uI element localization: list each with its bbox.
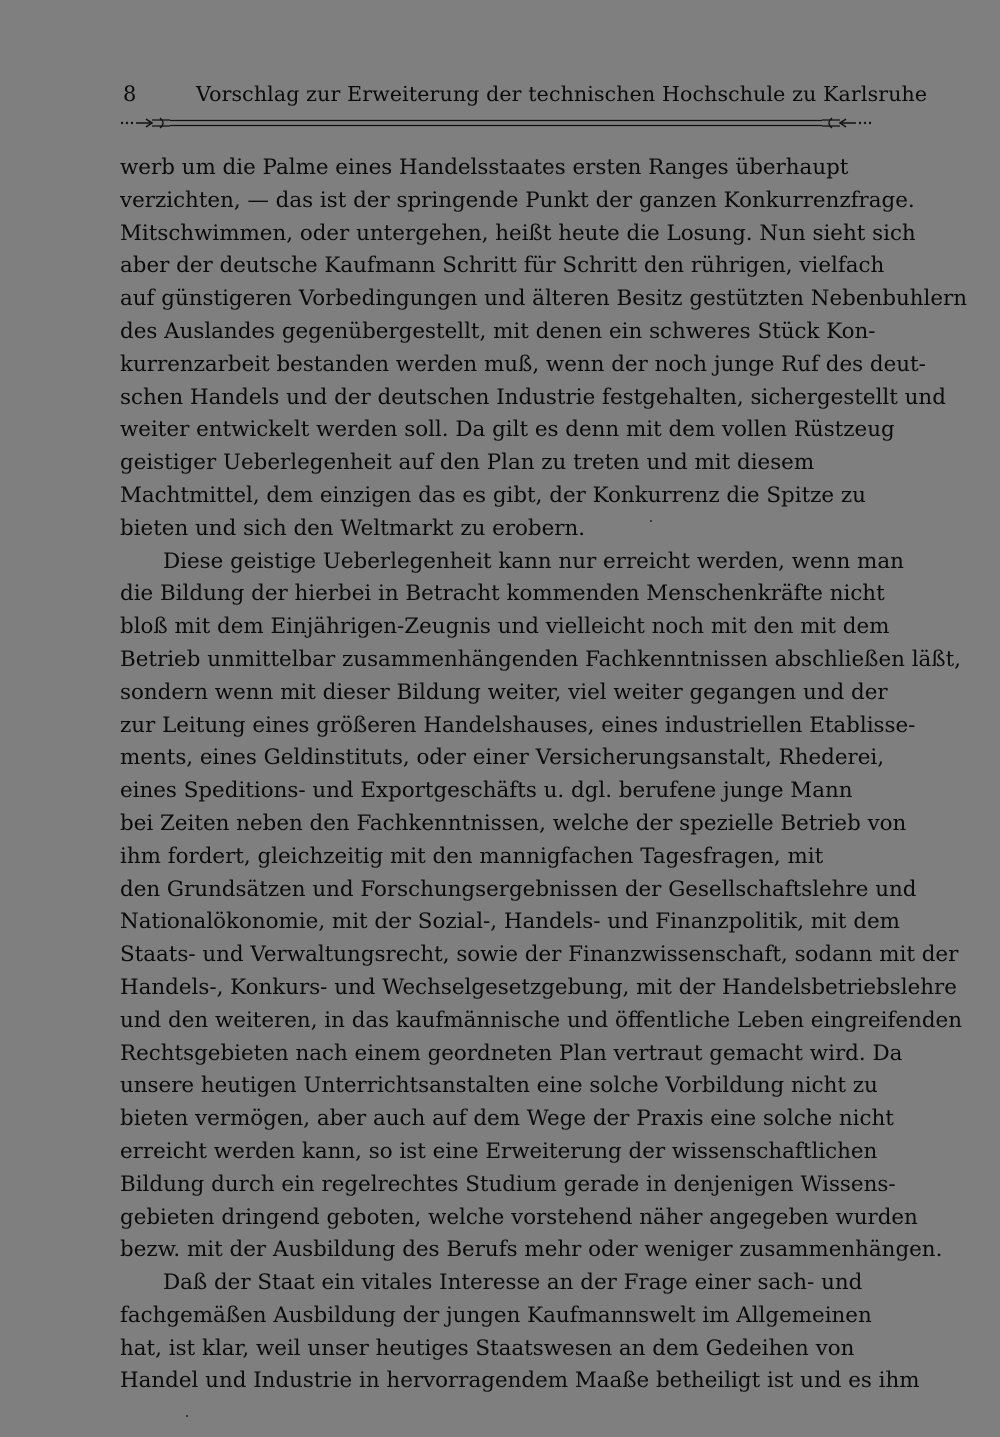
text-line: gebieten dringend geboten, welche vorstehend näher angegeben wurden bbox=[120, 1204, 918, 1230]
text-line: Handel und Industrie in hervorragendem Maaße betheiligt ist und es ihm bbox=[120, 1368, 920, 1394]
running-title: Vorschlag zur Erweiterung der technischen Hochschule zu Karlsruhe bbox=[196, 82, 928, 106]
text-line: schen Handels und der deutschen Industrie festgehalten, sichergestellt und bbox=[120, 384, 946, 410]
text-line: zur Leitung eines größeren Handelshauses, eines industriellen Etablisse- bbox=[120, 712, 916, 738]
text-line: bieten und sich den Weltmarkt zu erobern. bbox=[120, 515, 586, 541]
text-line: des Auslandes gegenübergestellt, mit denen ein schweres Stück Kon- bbox=[120, 318, 876, 344]
text-line: Betrieb unmittelbar zusammenhängenden Fachkenntnissen abschließen läßt, bbox=[120, 646, 961, 672]
text-line: Bildung durch ein regelrechtes Studium gerade in denjenigen Wissens- bbox=[120, 1171, 896, 1197]
text-line: ments, eines Geldinstituts, oder einer Versicherungsanstalt, Rhederei, bbox=[120, 745, 885, 771]
text-line: Daß der Staat ein vitales Interesse an der Frage einer sach- und bbox=[163, 1270, 863, 1296]
text-line: Diese geistige Ueberlegenheit kann nur erreicht werden, wenn man bbox=[163, 548, 904, 574]
text-line: ihm fordert, gleichzeitig mit den mannigfachen Tagesfragen, mit bbox=[120, 843, 824, 869]
text-line: verzichten, — das ist der springende Punkt der ganzen Konkurrenzfrage. bbox=[120, 187, 915, 213]
text-line: Rechtsgebieten nach einem geordneten Plan vertraut gemacht wird. Da bbox=[120, 1040, 903, 1066]
text-line: sondern wenn mit dieser Bildung weiter, viel weiter gegangen und der bbox=[120, 679, 888, 705]
text-line: erreicht werden kann, so ist eine Erweiterung der wissenschaftlichen bbox=[120, 1138, 878, 1164]
text-line: Machtmittel, dem einzigen das es gibt, der Konkurrenz die Spitze zu bbox=[120, 482, 866, 508]
text-line: aber der deutsche Kaufmann Schritt für Schritt den rührigen, vielfach bbox=[120, 253, 885, 279]
text-line: Mitschwimmen, oder untergehen, heißt heute die Losung. Nun sieht sich bbox=[120, 220, 916, 246]
text-line: fachgemäßen Ausbildung der jungen Kaufmannswelt im Allgemeinen bbox=[120, 1302, 872, 1328]
text-line: die Bildung der hierbei in Betracht kommenden Menschenkräfte nicht bbox=[120, 581, 885, 607]
text-line: unsere heutigen Unterrichtsanstalten eine solche Vorbildung nicht zu bbox=[120, 1073, 878, 1099]
text-line: und den weiteren, in das kaufmännische und öffentliche Leben eingreifenden bbox=[120, 1007, 962, 1033]
text-line: Handels-, Konkurs- und Wechselgesetzgebung, mit der Handelsbetriebslehre bbox=[120, 974, 957, 1000]
text-line: werb um die Palme eines Handelsstaates ersten Ranges überhaupt bbox=[120, 155, 849, 180]
body-text bbox=[120, 152, 968, 1398]
page-number: 8 bbox=[123, 82, 137, 106]
page-header bbox=[120, 82, 928, 112]
text-line: Nationalökonomie, mit der Sozial-, Handels- und Finanzpolitik, mit dem bbox=[120, 909, 900, 935]
text-line: auf günstigeren Vorbedingungen und älteren Besitz gestützten Nebenbuhlern bbox=[120, 286, 968, 312]
print-speck bbox=[186, 1415, 188, 1417]
text-line: eines Speditions- und Exportgeschäfts u. dgl. berufene junge Mann bbox=[120, 778, 853, 804]
text-line: bei Zeiten neben den Fachkenntnissen, welche der spezielle Betrieb von bbox=[120, 810, 907, 836]
text-line: weiter entwickelt werden soll. Da gilt es denn mit dem vollen Rüstzeug bbox=[120, 417, 895, 443]
text-line: bieten vermögen, aber auch auf dem Wege der Praxis eine solche nicht bbox=[120, 1106, 894, 1132]
text-line: den Grundsätzen und Forschungsergebnissen der Gesellschaftslehre und bbox=[120, 876, 917, 902]
text-line: geistiger Ueberlegenheit auf den Plan zu treten und mit diesem bbox=[120, 450, 815, 476]
text-line: Staats- und Verwaltungsrecht, sowie der Finanzwissenschaft, sodann mit der bbox=[120, 942, 959, 968]
print-speck bbox=[650, 520, 652, 522]
text-line: kurrenzarbeit bestanden werden muß, wenn der noch junge Ruf des deut- bbox=[120, 351, 926, 377]
text-line: hat, ist klar, weil unser heutiges Staatswesen an dem Gedeihen von bbox=[120, 1335, 855, 1361]
text-line: bloß mit dem Einjährigen-Zeugnis und vielleicht noch mit den mit dem bbox=[120, 614, 890, 640]
text-line: bezw. mit der Ausbildung des Berufs mehr oder weniger zusammenhängen. bbox=[120, 1237, 943, 1263]
ornamental-rule bbox=[120, 116, 872, 130]
